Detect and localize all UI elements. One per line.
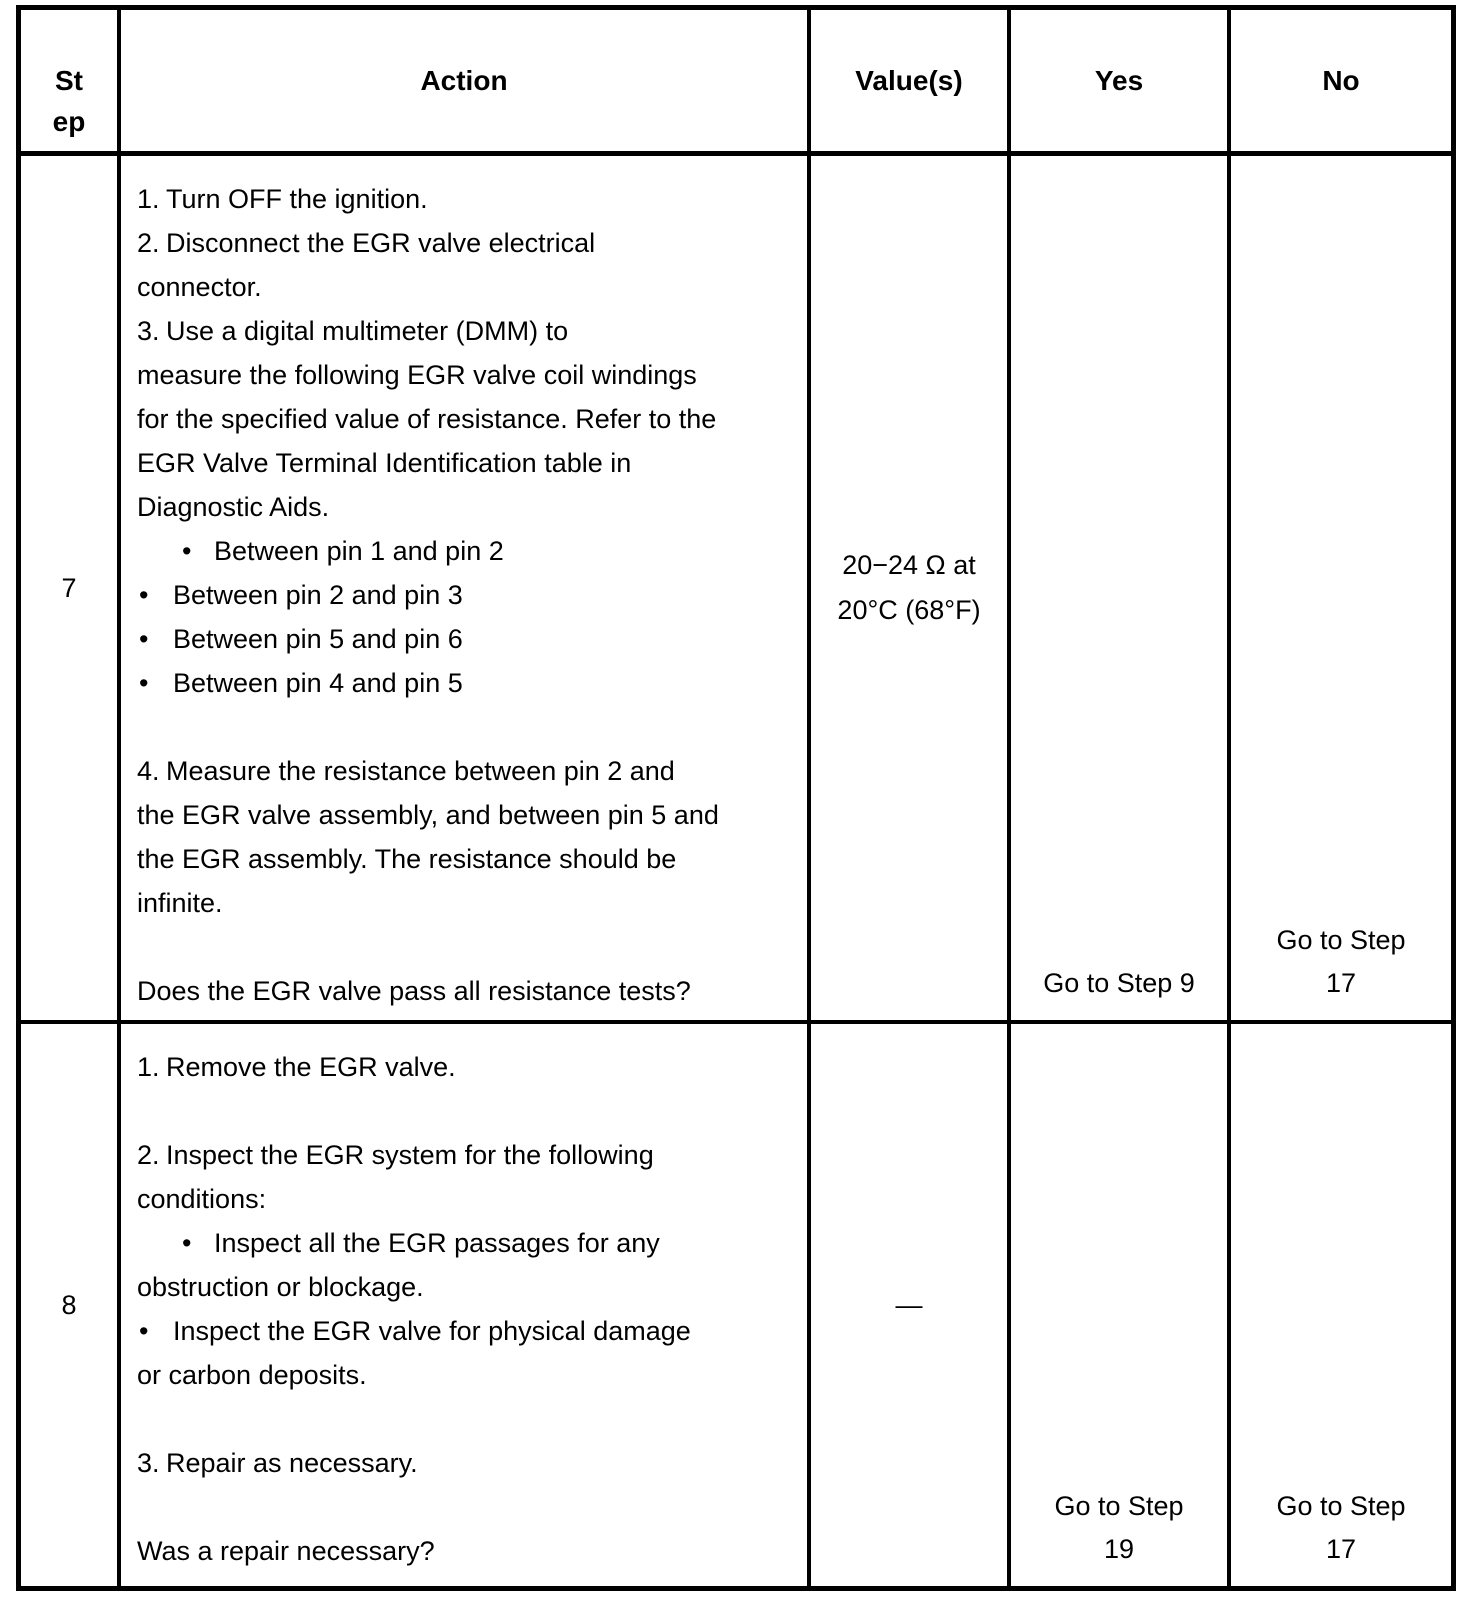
action-line: connector.	[137, 272, 262, 302]
action-line	[137, 617, 795, 661]
action-line	[137, 1397, 795, 1441]
action-line	[137, 221, 795, 265]
column-header-step	[21, 10, 121, 156]
action-line	[137, 1441, 795, 1485]
action-text: Repair as necessary.	[166, 1448, 418, 1478]
no-cell	[1231, 1024, 1451, 1586]
list-number: 4.	[137, 756, 160, 786]
action-text: Between pin 1 and pin 2	[214, 536, 504, 566]
no-text: 17	[1325, 1534, 1357, 1564]
action-cell	[121, 1024, 811, 1586]
action-line	[137, 925, 795, 969]
action-text: Remove the EGR valve.	[166, 1052, 456, 1082]
action-line: conditions:	[137, 1184, 267, 1214]
values-text: 20°C (68°F)	[837, 595, 981, 625]
list-number: 3.	[137, 316, 160, 346]
action-line	[137, 749, 795, 793]
bullet-icon: •	[182, 1228, 192, 1258]
list-number: 1.	[137, 184, 160, 214]
action-line	[137, 529, 795, 573]
bullet-icon: •	[139, 580, 149, 610]
action-text: Inspect all the EGR passages for any	[214, 1228, 660, 1258]
action-line	[137, 1089, 795, 1133]
column-header-values: Value(s)	[811, 10, 1011, 156]
action-line: the EGR assembly. The resistance should be	[137, 844, 677, 874]
values-text: —	[895, 1289, 923, 1320]
action-line	[137, 309, 795, 353]
action-text: Inspect the EGR valve for physical damage	[173, 1316, 691, 1346]
action-line	[137, 1133, 795, 1177]
action-line: measure the following EGR valve coil windings	[137, 360, 697, 390]
no-text: Go to Step	[1276, 925, 1406, 955]
action-line	[137, 177, 795, 221]
column-header-yes: Yes	[1011, 10, 1231, 156]
column-header-step-line2: ep	[52, 106, 86, 137]
action-line	[137, 1309, 795, 1353]
action-text: Between pin 4 and pin 5	[173, 668, 463, 698]
action-text: Disconnect the EGR valve electrical	[166, 228, 596, 258]
action-line: EGR Valve Terminal Identification table in	[137, 448, 632, 478]
action-line: or carbon deposits.	[137, 1360, 367, 1390]
diagnostic-steps-table	[16, 5, 1456, 1591]
action-line	[137, 661, 795, 705]
yes-text: Go to Step	[1054, 1491, 1184, 1521]
action-line: Diagnostic Aids.	[137, 492, 330, 522]
action-text: Measure the resistance between pin 2 and	[166, 756, 675, 786]
column-header-step-line1: St	[55, 65, 83, 96]
values-text: 20−24 Ω at	[842, 550, 976, 580]
action-text: Inspect the EGR system for the following	[166, 1140, 654, 1170]
action-text: Between pin 5 and pin 6	[173, 624, 463, 654]
column-header-action: Action	[121, 10, 811, 156]
yes-text: Go to Step 9	[1043, 968, 1195, 998]
step-number: 7	[61, 573, 77, 603]
action-line	[137, 573, 795, 617]
no-text: Go to Step	[1276, 1491, 1406, 1521]
action-line	[137, 1045, 795, 1089]
action-text: Use a digital multimeter (DMM) to	[166, 316, 569, 346]
column-header-no: No	[1231, 10, 1451, 156]
values-cell	[811, 156, 1011, 1024]
action-line	[137, 1221, 795, 1265]
action-cell	[121, 156, 811, 1024]
action-line: for the specified value of resistance. Refer to the	[137, 404, 717, 434]
bullet-icon: •	[139, 624, 149, 654]
yes-cell	[1011, 156, 1231, 1024]
action-line: obstruction or blockage.	[137, 1272, 424, 1302]
action-line: the EGR valve assembly, and between pin 5 and	[137, 800, 719, 830]
action-text: Between pin 2 and pin 3	[173, 580, 463, 610]
yes-text: 19	[1103, 1534, 1135, 1564]
action-line: Was a repair necessary?	[137, 1536, 435, 1566]
action-text: Turn OFF the ignition.	[166, 184, 428, 214]
bullet-icon: •	[182, 536, 192, 566]
no-text: 17	[1325, 968, 1357, 998]
step-number: 8	[61, 1290, 77, 1320]
list-number: 1.	[137, 1052, 160, 1082]
yes-cell	[1011, 1024, 1231, 1586]
no-cell	[1231, 156, 1451, 1024]
list-number: 3.	[137, 1448, 160, 1478]
bullet-icon: •	[139, 668, 149, 698]
action-line: Does the EGR valve pass all resistance tests?	[137, 976, 691, 1006]
step-cell	[21, 1024, 121, 1586]
action-line: infinite.	[137, 888, 223, 918]
bullet-icon: •	[139, 1316, 149, 1346]
action-line	[137, 1485, 795, 1529]
action-line	[137, 705, 795, 749]
list-number: 2.	[137, 228, 160, 258]
values-cell	[811, 1024, 1011, 1586]
step-cell	[21, 156, 121, 1024]
list-number: 2.	[137, 1140, 160, 1170]
